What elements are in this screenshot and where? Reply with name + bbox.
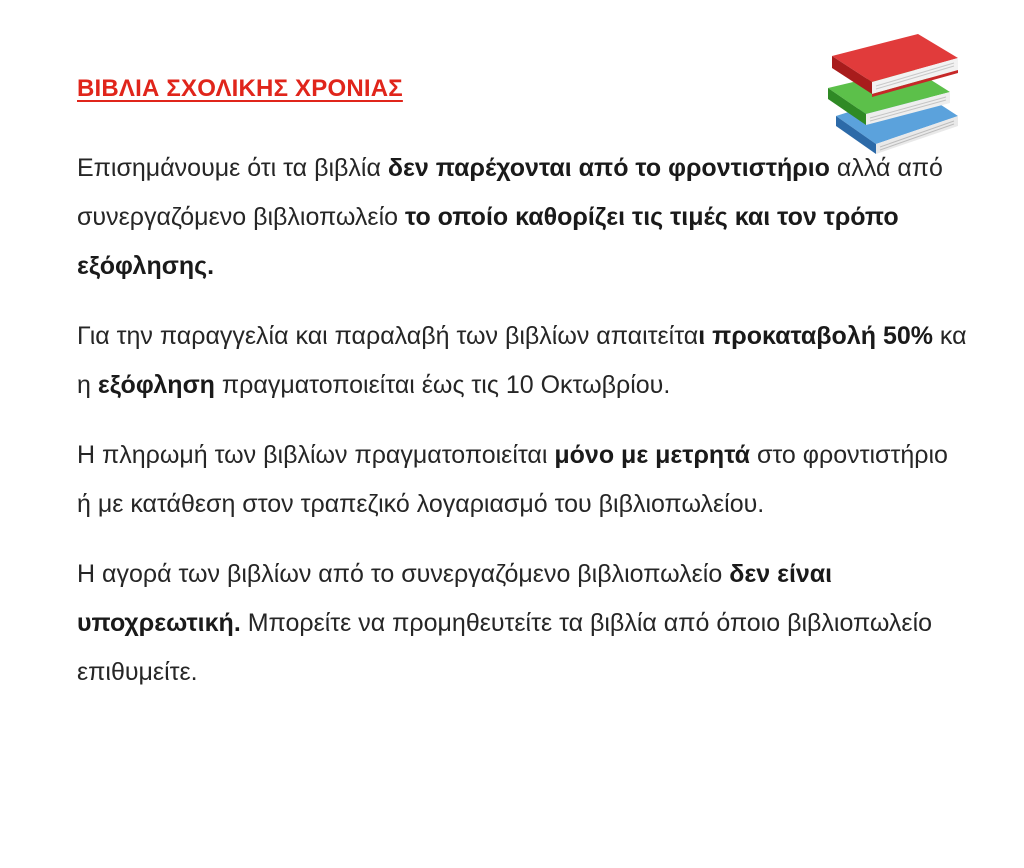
body-text: αλλά από συνεργαζόμενο βιβλιοπωλείο	[77, 154, 943, 231]
body-text: Μπορείτε να προμηθευτείτε τα βιβλία από όποιο βιβλιοπωλείο επιθυμείτε.	[77, 609, 933, 686]
bold-text: το οποίο καθορίζει τις τιμές και τον τρόπο εξόφλησης.	[77, 203, 899, 280]
body-text: στο φροντιστήριο ή με κατάθεση στον τραπεζικό λογαριασμό του βιβλιοπωλείου.	[77, 441, 948, 518]
body-text: κα η	[77, 322, 967, 399]
bold-text: εξόφληση	[97, 371, 215, 399]
paragraph-1	[77, 144, 967, 291]
body-text: πραγματοποιείται έως τις 10 Οκτωβρίου.	[214, 371, 671, 399]
body-text: Για την παραγγελία και παραλαβή των βιβλίων απαιτείτα	[77, 322, 699, 350]
bold-text: δεν είναι υποχρεωτική.	[77, 560, 833, 637]
bold-text: ι	[698, 322, 706, 350]
stack-of-books-icon	[818, 28, 968, 163]
paragraph-4	[77, 550, 967, 697]
paragraph-3	[77, 431, 967, 529]
body-text: Η αγορά των βιβλίων από το συνεργαζόμενο βιβλιοπωλείο	[77, 560, 730, 588]
bold-text: δεν παρέχονται από το φροντιστήριο	[387, 154, 830, 182]
bold-text: προκαταβολή 50%	[712, 322, 933, 350]
bold-text: μόνο με μετρητά	[554, 441, 751, 469]
document-body	[77, 144, 967, 718]
page-title: ΒΙΒΛΙΑ ΣΧΟΛΙΚΗΣ ΧΡΟΝΙΑΣ	[77, 75, 403, 102]
body-text: Επισημάνουμε ότι τα βιβλία	[77, 154, 388, 182]
paragraph-2	[77, 312, 967, 410]
body-text: Η πληρωμή των βιβλίων πραγματοποιείται	[77, 441, 555, 469]
